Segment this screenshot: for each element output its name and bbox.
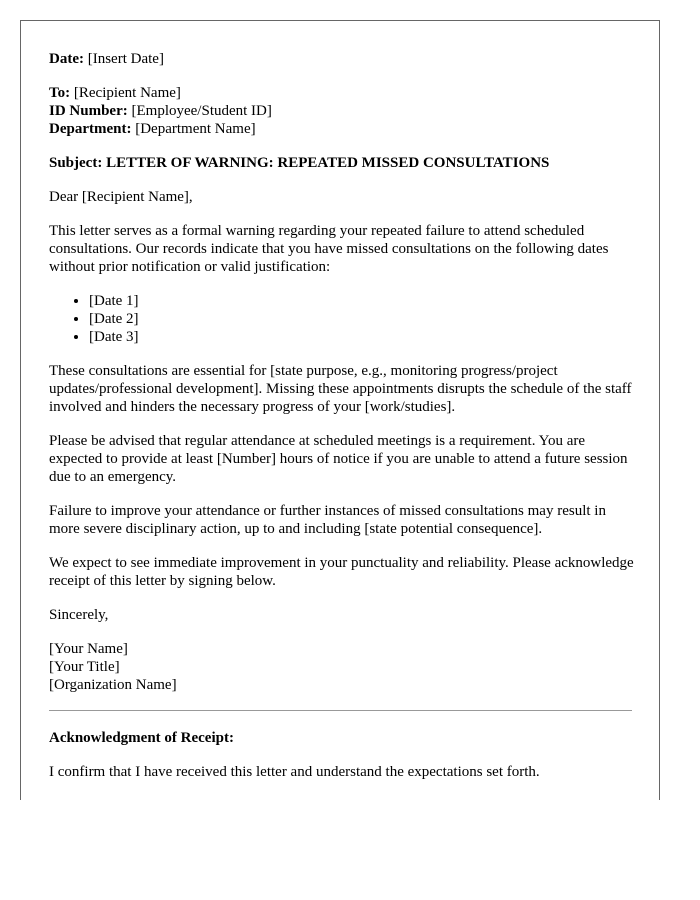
recipient-block [49,84,634,138]
paragraph-expectation: We expect to see immediate improvement in your punctuality and reliability. Please acknowledge receipt of this letter by signing below. [49,555,634,589]
subject-line [49,154,634,172]
to-value: [Recipient Name] [73,85,181,101]
department-value: [Department Name] [135,121,256,137]
signature-organization: [Organization Name] [49,677,177,693]
department-line [49,120,634,138]
letter-page [20,20,660,800]
paragraph-purpose: These consultations are essential for [state purpose, e.g., monitoring progress/project updates/professional development]. Missing these appointments disrupts the schedule of the staff involved and hinders the necessary progress of your [work/studies]. [49,363,632,415]
closing: Sincerely, [49,607,109,623]
list-item: • [Date 3] [89,328,634,346]
acknowledgment-heading-text: Acknowledgment of Receipt: [49,730,234,746]
date-label: Date: [49,51,84,67]
acknowledgment-text: I confirm that I have received this letter and understand the expectations set forth. [49,764,540,780]
divider [49,710,632,711]
acknowledgment-heading [49,729,634,747]
subject-value: LETTER OF WARNING: REPEATED MISSED CONSULTATIONS [106,155,550,171]
signature-name: [Your Name] [49,641,128,657]
paragraph-consequence: Failure to improve your attendance or further instances of missed consultations may result in more severe disciplinary action, up to and including [state potential consequence]. [49,503,606,537]
department-label: Department: [49,121,132,137]
paragraph-intro: This letter serves as a formal warning regarding your repeated failure to attend scheduled consultations. Our records indicate that you have missed consultations on the following dates without prior notification or valid justification: [49,223,609,275]
to-line [49,84,634,102]
missed-dates-list [49,292,634,346]
salutation: Dear [Recipient Name], [49,189,193,205]
date-line [49,50,634,68]
signature-title: [Your Title] [49,659,120,675]
list-item: • [Date 1] [89,292,634,310]
subject-label: Subject: [49,155,103,171]
letter-content [49,50,634,797]
to-label: To: [49,85,71,101]
id-number-line [49,102,634,120]
date-value: [Insert Date] [87,51,164,67]
id-number-label: ID Number: [49,103,128,119]
paragraph-requirement: Please be advised that regular attendance at scheduled meetings is a requirement. You are expected to provide at least [Number] hours of notice if you are unable to attend a future session due to an emergency. [49,433,628,485]
signature-block [49,640,634,694]
list-item: • [Date 2] [89,310,634,328]
id-number-value: [Employee/Student ID] [131,103,272,119]
